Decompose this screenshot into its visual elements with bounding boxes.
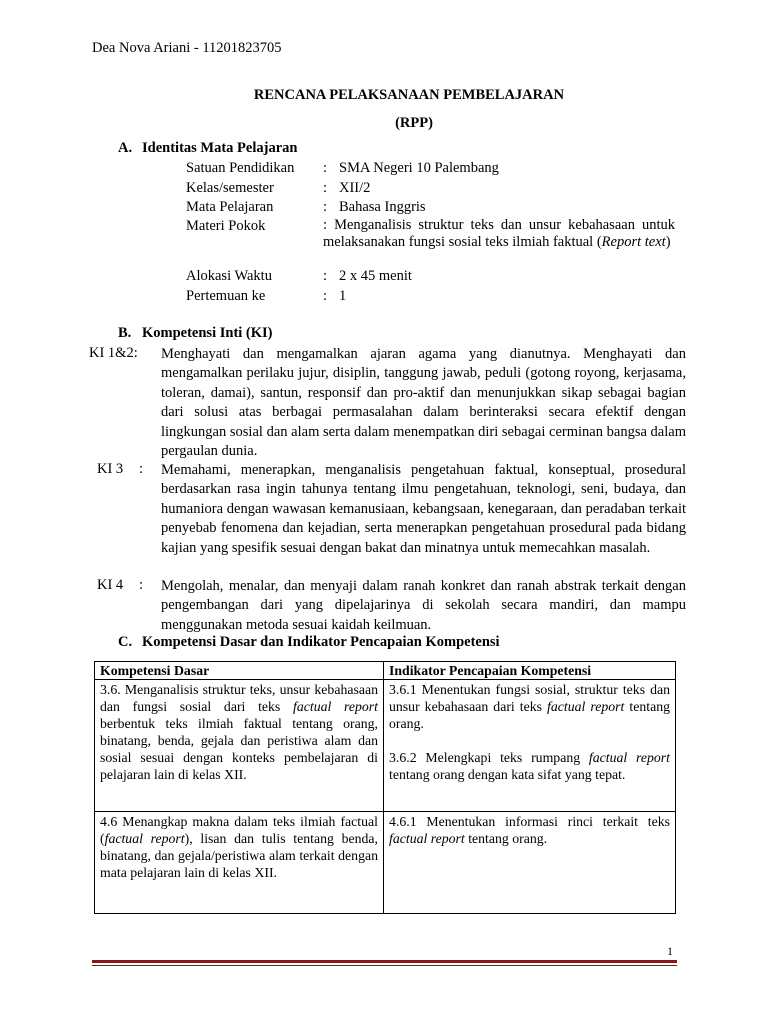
identity-colon: : xyxy=(323,180,328,196)
identity-value: 2 x 45 menit xyxy=(339,268,412,284)
ki-text: Menghayati dan mengamalkan ajaran agama yang dianutnya. Menghayati dan mengamalkan perilaku jujur, disiplin, tanggung jawab, peduli (gotong royong, kerjasama, toleran, damai), santun, responsif dan pro-aktif dan menunjukkan sikap sebagai bagian dari solusi atas berbagai permasalahan dalam berinteraksi secara efektif dengan lingkungan sosial dan alam serta dalam menempatkan diri sebagai cerminan bangsa dalam pergaulan dunia. xyxy=(161,346,686,460)
kd-cell: 3.6. Menganalisis struktur teks, unsur kebahasaan dan fungsi sosial dari teks factual report berbentuk teks ilmiah faktual tentang orang, binatang, benda, gejala dan peristiwa alam dan sosial sesuai dengan konteks pembelajaran di pelajaran lain di kelas XII. xyxy=(95,680,384,812)
table-header-row xyxy=(95,662,676,680)
indicator-cell: 4.6.1 Menentukan informasi rinci terkait teks factual report tentang orang. xyxy=(384,812,676,914)
competency-table xyxy=(94,661,676,914)
identity-label: Mata Pelajaran xyxy=(186,199,274,215)
ki-colon: : xyxy=(139,461,144,477)
author-header: Dea Nova Ariani - 11201823705 xyxy=(92,40,282,56)
identity-colon: : xyxy=(323,268,328,284)
section-b-heading xyxy=(118,325,273,342)
identity-label: Satuan Pendidikan xyxy=(186,160,295,176)
footer-rule xyxy=(92,960,677,963)
identity-label: Materi Pokok xyxy=(186,218,266,234)
section-letter: B. xyxy=(118,325,132,341)
identity-value: Bahasa Inggris xyxy=(339,199,426,215)
kd-cell: 4.6 Menangkap makna dalam teks ilmiah factual (factual report), lisan dan tulis tentang benda, binatang, dan gejala/peristiwa alam terkait dengan mata pelajaran lain di kelas XII. xyxy=(95,812,384,914)
table-row xyxy=(95,812,676,914)
section-title: Identitas Mata Pelajaran xyxy=(142,140,298,156)
document-subtitle: (RPP) xyxy=(395,115,433,131)
indicator-item: 3.6.2 Melengkapi teks rumpang factual report tentang orang dengan kata sifat yang tepat. xyxy=(389,750,671,782)
section-letter: A. xyxy=(118,140,133,156)
page-number: 1 xyxy=(667,944,673,958)
identity-label: Pertemuan ke xyxy=(186,288,266,304)
identity-value: SMA Negeri 10 Palembang xyxy=(339,160,499,176)
table-header-cell: Kompetensi Dasar xyxy=(95,662,384,680)
identity-colon: : xyxy=(323,199,328,215)
footer-rule-thin xyxy=(92,965,677,966)
table-row xyxy=(95,680,676,812)
table-header-cell: Indikator Pencapaian Kompetensi xyxy=(384,662,676,680)
ki-colon: : xyxy=(139,577,144,593)
section-c-heading xyxy=(118,634,500,651)
ki-label: KI 3 xyxy=(97,461,124,477)
section-title: Kompetensi Inti (KI) xyxy=(142,325,273,341)
identity-value: 1 xyxy=(339,288,347,304)
identity-colon: : xyxy=(323,217,328,233)
ki-label: KI 1&2: xyxy=(89,345,138,361)
identity-label: Kelas/semester xyxy=(186,180,274,196)
indicator-cell xyxy=(384,680,676,812)
section-a-heading xyxy=(118,140,297,157)
identity-label: Alokasi Waktu xyxy=(186,268,272,284)
materi-pokok-value: : Menganalisis struktur teks dan unsur kebahasaan untuk melaksanakan fungsi sosial teks ilmiah faktual (Report text) xyxy=(323,217,676,250)
indicator-item: 3.6.1 Menentukan fungsi sosial, struktur teks dan unsur kebahasaan dari teks factual report tentang orang. xyxy=(389,682,670,731)
identity-value: XII/2 xyxy=(339,180,371,196)
section-title: Kompetensi Dasar dan Indikator Pencapaian Kompetensi xyxy=(142,634,500,650)
ki-label: KI 4 xyxy=(97,577,124,593)
identity-colon: : xyxy=(323,288,328,304)
document-title: RENCANA PELAKSANAAN PEMBELAJARAN xyxy=(253,87,565,103)
section-letter: C. xyxy=(118,634,133,650)
ki-text: Memahami, menerapkan, menganalisis pengetahuan faktual, konseptual, prosedural berdasarkan rasa ingin tahunya tentang ilmu pengetahuan, teknologi, seni, budaya, dan humaniora dengan wawasan kemanusiaan, kebangsaan, kenegaraan, dan peradaban terkait penyebab fenomena dan kejadian, serta menerapkan pengetahuan prosedural pada bidang kajian yang spesifik sesuai dengan bakat dan minatnya untuk memecahkan masalah. xyxy=(161,462,686,556)
ki-text: Mengolah, menalar, dan menyaji dalam ranah konkret dan ranah abstrak terkait dengan pengembangan dari yang dipelajarinya di sekolah secara mandiri, dan mampu menggunakan metoda sesuai kaidah keilmuan. xyxy=(161,578,686,633)
identity-colon: : xyxy=(323,160,328,176)
